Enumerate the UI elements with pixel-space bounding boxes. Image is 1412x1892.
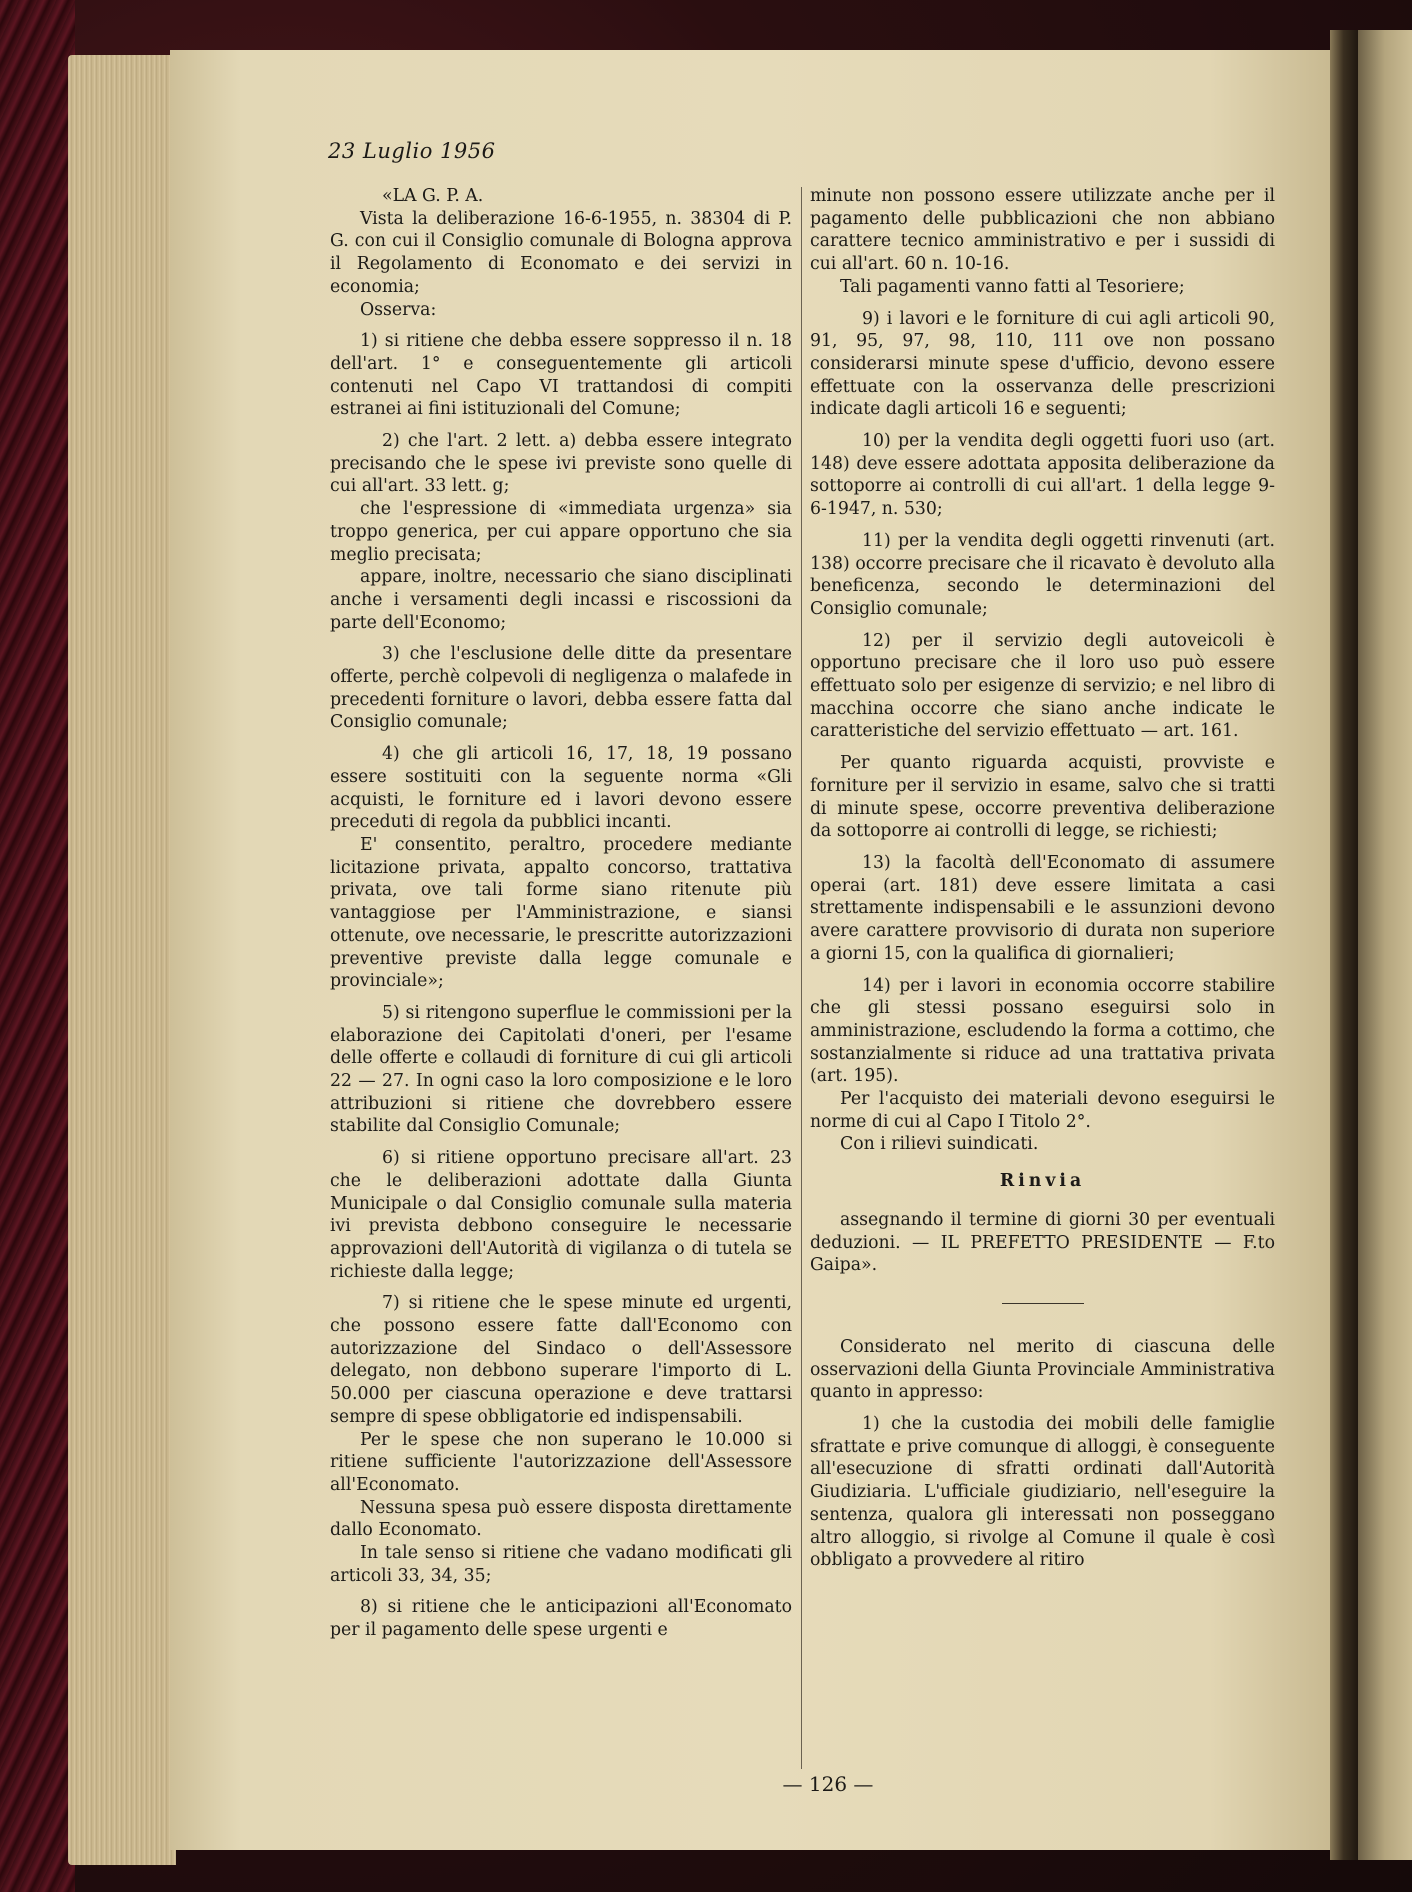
- paragraph: Per quanto riguarda acquisti, provviste e forniture per il servizio in esame, salvo che si tratti di minute spese, occorre preventiva deliberazione da sottoporre ai controlli di legge, se richiesti;: [810, 753, 1275, 842]
- paragraph: 1) che la custodia dei mobili delle famiglie sfrattate e prive comunque di alloggi, è conseguente all'esecuzione di sfratti ordinati dall'Autorità Giudiziaria. L'ufficiale giudiziario, nell'eseguire la sentenza, qualora gli interessati non posseggano altro alloggio, si rivolge al Comune il quale è così obbligato a provvedere al ritiro: [810, 1414, 1275, 1571]
- paragraph: 6) si ritiene opportuno precisare all'art. 23 che le deliberazioni adottate dalla Giunta Municipale o dal Consiglio comunale sulla materia ivi prevista debbono conseguire le necessarie approvazioni dell'Autorità di vigilanza o di tutela se richieste dalla legge;: [330, 1148, 792, 1282]
- section-rule: [1002, 1303, 1084, 1304]
- paragraph: che l'espressione di «immediata urgenza» sia troppo generica, per cui appare opportuno che sia meglio precisata;: [330, 499, 792, 565]
- page-content: [328, 135, 1328, 1796]
- paragraph: In tale senso si ritiene che vadano modificati gli articoli 33, 34, 35;: [330, 1543, 792, 1586]
- paragraph: 2) che l'art. 2 lett. a) debba essere integrato precisando che le spese ivi previste sono quelle di cui all'art. 33 lett. g;: [330, 431, 792, 497]
- heading-gpa: «LA G. P. A.: [382, 186, 484, 206]
- running-head-date: 23 Luglio 1956: [328, 139, 496, 163]
- paragraph: Per l'acquisto dei materiali devono eseguirsi le norme di cui al Capo I Titolo 2°.: [810, 1089, 1275, 1132]
- paragraph: 13) la facoltà dell'Economato di assumere operai (art. 181) deve essere limitata a casi strettamente indispensabili e le assunzioni devono avere carattere provvisorio di durata non superiore a giorni 15, con la qualifica di giornalieri;: [810, 852, 1275, 964]
- paragraph: Nessuna spesa può essere disposta direttamente dallo Economato.: [330, 1497, 792, 1541]
- facing-page-edge: [1358, 30, 1412, 1860]
- paragraph: 3) che l'esclusione delle ditte da presentare offerte, perchè colpevoli di negligenza o malafede in precedenti forniture o lavori, debba essere fatta dal Consiglio comunale;: [330, 644, 792, 733]
- paragraph: minute non possono essere utilizzate anche per il pagamento delle pubblicazioni che non abbiano carattere tecnico amministrativo e per i sussidi di cui all'art. 60 n. 10-16.: [810, 186, 1275, 275]
- paragraph: E' consentito, peraltro, procedere mediante licitazione privata, appalto concorso, trattativa privata, ove tali forme siano ritenute più vantaggiose per l'Amministrazione, e siansi ottenute, ove necessarie, le prescritte autorizzazioni preventive previste dalla legge comunale e provinciale»;: [330, 834, 792, 992]
- book-cover-edge: [0, 0, 75, 1892]
- paragraph: Tali pagamenti vanno fatti al Tesoriere;: [840, 276, 1185, 297]
- left-column: [330, 185, 792, 1642]
- paragraph: 5) si ritengono superflue le commissioni per la elaborazione dei Capitolati d'oneri, per l'esame delle offerte e collaudi di forniture di cui gli articoli 22 — 27. In ogni caso la loro composizione e le loro attribuzioni si ritiene che dovrebbero essere stabilite dal Consiglio Comunale;: [330, 1002, 792, 1137]
- right-column: [810, 185, 1275, 1572]
- rinvia-heading: Rinvia: [999, 1171, 1086, 1192]
- book-binding-gutter: [1330, 30, 1360, 1860]
- paragraph: 10) per la vendita degli oggetti fuori uso (art. 148) deve essere adottata apposita deliberazione da sottoporre ai controlli di cui all'art. 1 della legge 9-6-1947, n. 530;: [810, 431, 1275, 520]
- paragraph: Vista la deliberazione 16-6-1955, n. 38304 di P. G. con cui il Consiglio comunale di Bologna approva il Regolamento di Economato e dei servizi in economia;: [330, 208, 792, 297]
- paragraph: Per le spese che non superano le 10.000 si ritiene sufficiente l'autorizzazione dell'Assessore all'Economato.: [330, 1429, 792, 1495]
- page-number: — 126 —: [782, 1772, 874, 1796]
- paragraph: 11) per la vendita degli oggetti rinvenuti (art. 138) occorre precisare che il ricavato è devoluto alla beneficenza, secondo le determinazioni del Consiglio comunale;: [810, 530, 1275, 619]
- paragraph: appare, inoltre, necessario che siano disciplinati anche i versamenti degli incassi e riscossioni da parte dell'Economo;: [330, 567, 792, 633]
- paragraph: Con i rilievi suindicati.: [840, 1134, 1039, 1155]
- paragraph: 4) che gli articoli 16, 17, 18, 19 possano essere sostituiti con la seguente norma «Gli acquisti, le forniture ed i lavori devono essere preceduti di regola da pubblici incanti.: [330, 744, 792, 833]
- column-divider: [801, 187, 802, 1769]
- paragraph: 1) si ritiene che debba essere soppresso il n. 18 dell'art. 1° e conseguentemente gli articoli contenuti nel Capo VI trattandosi di compiti estranei ai fini istituzionali del Comune;: [330, 331, 792, 420]
- paragraph: 14) per i lavori in economia occorre stabilire che gli stessi possano eseguirsi solo in amministrazione, escludendo la forma a cottimo, che sostanzialmente si riduce ad una trattativa privata (art. 195).: [810, 975, 1275, 1087]
- paragraph: Considerato nel merito di ciascuna delle osservazioni della Giunta Provinciale Amministrativa quanto in appresso:: [810, 1336, 1275, 1403]
- paragraph: 7) si ritiene che le spese minute ed urgenti, che possono essere fatte dall'Economo con autorizzazione del Sindaco o dell'Assessore delegato, non debbono superare l'importo di L. 50.000 per ciascuna operazione e deve trattarsi sempre di spese obbligatorie ed indispensabili.: [330, 1293, 792, 1427]
- paragraph: assegnando il termine di giorni 30 per eventuali deduzioni. — IL PREFETTO PRESIDENTE — F.to Gaipa».: [810, 1209, 1275, 1276]
- page-block-edges: [68, 55, 176, 1865]
- paragraph: 12) per il servizio degli autoveicoli è opportuno precisare che il loro uso può essere effettuato solo per esigenze di servizio; e nel libro di macchina occorre che siano anche indicate le caratteristiche del servizio effettuato — art. 161.: [810, 630, 1275, 742]
- paragraph: Osserva:: [360, 299, 437, 320]
- paragraph: 8) si ritiene che le anticipazioni all'Economato per il pagamento delle spese urgenti e: [330, 1597, 792, 1641]
- paragraph: 9) i lavori e le forniture di cui agli articoli 90, 91, 95, 97, 98, 110, 111 ove non possano considerarsi minute spese d'ufficio, devono essere effettuate con la osservanza delle prescrizioni indicate dagli articoli 16 e seguenti;: [810, 308, 1275, 420]
